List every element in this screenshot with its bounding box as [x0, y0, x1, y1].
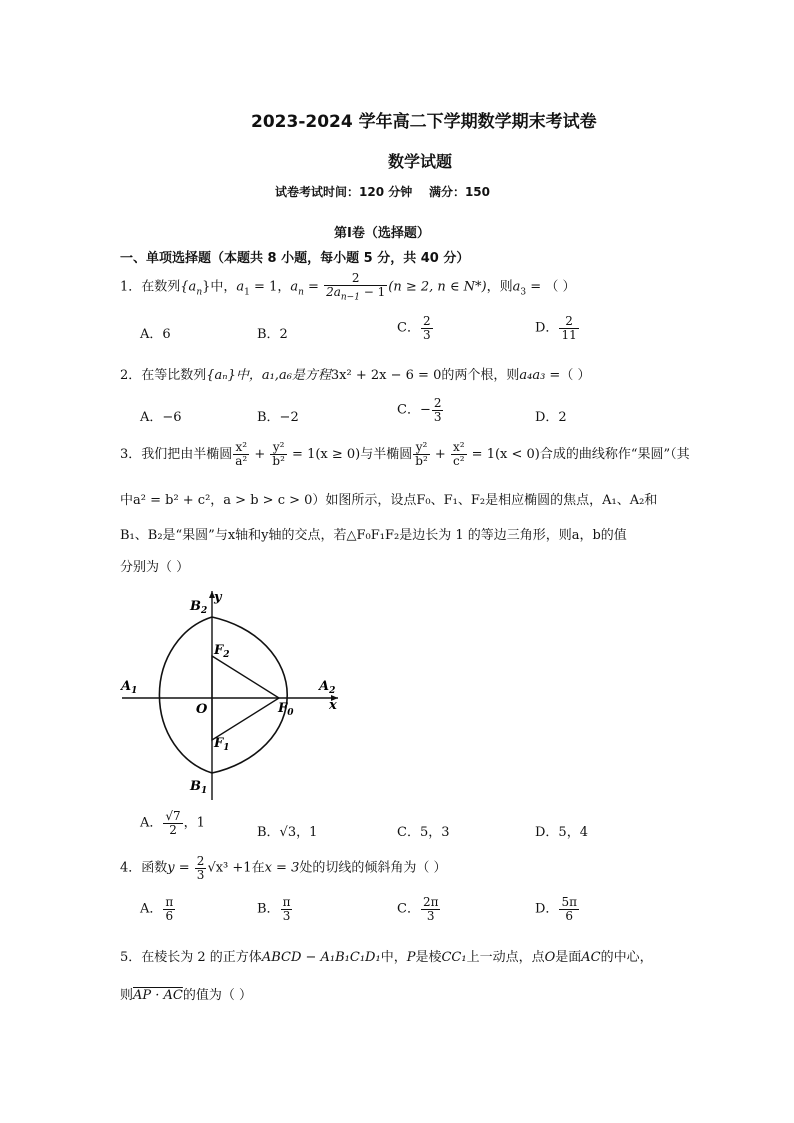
q1-lead: 1．在数列: [120, 279, 181, 295]
label-b2: $B_2$: [190, 599, 208, 616]
q2-option-c-num: 2: [433, 396, 442, 410]
part-heading: 第Ⅰ卷（选择题）: [334, 226, 430, 241]
q3-f4-den: c²: [452, 454, 465, 468]
q4-text-f: x = 3: [264, 860, 300, 876]
q4-option-d-den: 6: [565, 908, 574, 923]
q4-option-b[interactable]: [257, 896, 293, 922]
q1-frac-den-sub: n−1: [340, 291, 360, 302]
question-5-line-1: [120, 946, 653, 965]
question-4: [120, 855, 446, 881]
q5-l1-h: O: [544, 950, 556, 965]
q1-option-d-num: 2: [559, 315, 578, 329]
q1-fraction: [324, 272, 387, 302]
q1-option-c-label: C．: [397, 320, 420, 336]
q2-text-g: =（ ）: [545, 368, 591, 383]
q1-option-a[interactable]: A．6: [140, 327, 171, 342]
q3-option-d[interactable]: D．5，4: [535, 825, 588, 840]
q4-option-a-label: A．: [140, 901, 163, 917]
q4-text-g: 处的切线的倾斜角为（ ）: [299, 860, 447, 876]
q3-plus-1: +: [250, 447, 270, 462]
q1-option-c[interactable]: [397, 315, 434, 341]
q3-l1-c: 与半椭圆: [360, 447, 413, 462]
q5-l1-c: 中，: [380, 950, 407, 965]
label-f1: $F_1$: [214, 736, 230, 753]
q2-text-f: a₄a₃: [519, 368, 546, 383]
q4-option-b-den: 3: [282, 908, 291, 923]
q2-option-c[interactable]: [397, 397, 444, 423]
q3-plus-2: +: [430, 447, 450, 462]
q3-l1-b: = 1(x ≥ 0): [287, 447, 361, 462]
question-1: [120, 272, 575, 307]
q1-t1: 中，: [210, 279, 237, 295]
q5-l1-i: 是面: [555, 950, 582, 965]
q3-l1-a: 3．我们把由半椭圆: [120, 447, 233, 462]
q1-option-c-den: 3: [422, 327, 431, 342]
q5-l2-c: 的值为（ ）: [182, 988, 253, 1003]
q4-option-a[interactable]: [140, 896, 176, 922]
q4-option-a-num: π: [165, 895, 174, 909]
q5-l2-b: AP · AC: [133, 988, 183, 1003]
q1-a1-eq: = 1，: [249, 279, 291, 295]
q4-text-d: +1: [228, 860, 252, 876]
q1-frac-den-a: 2a: [326, 284, 341, 299]
q2-option-c-label: C．−: [397, 402, 431, 418]
q4-text-c: √x³: [207, 860, 229, 876]
q5-l1-k: 的中心，: [600, 950, 653, 965]
label-f0: $F_0$: [278, 701, 294, 718]
q5-l1-g: 上一动点，点: [466, 950, 545, 965]
q5-l2-a: 则: [120, 988, 134, 1003]
paper-title: 2023-2024 学年高二下学期数学期末考试卷: [251, 112, 597, 132]
q5-l1-f: CC₁: [441, 950, 467, 965]
q4-text-b: y =: [167, 860, 194, 876]
q4-text-e: 在: [251, 860, 265, 876]
q1-option-c-num: 2: [422, 314, 431, 328]
question-3-line-2: 中a² = b² + c²，a > b > c > 0）如图所示，设点F₀、F₁、F₂是相应椭圆的焦点，A₁、A₂和: [120, 493, 658, 508]
q3-option-c[interactable]: C．5，3: [397, 825, 450, 840]
q4-option-d-label: D．: [535, 901, 559, 917]
q1-seq-end: }: [202, 279, 211, 295]
q3-f1-num: x²: [233, 441, 249, 455]
q4-frac-num: 2: [196, 854, 205, 868]
question-3-line-4: 分别为（ ）: [120, 560, 190, 575]
q3-l1-e: 合成的曲线称作“果圆”（其: [539, 447, 690, 462]
q2-option-a[interactable]: A．−6: [140, 410, 182, 425]
q4-option-a-den: 6: [165, 908, 174, 923]
label-a2: $A_2$: [319, 679, 336, 696]
q3-option-a-den: 2: [169, 822, 177, 837]
label-y: y: [214, 590, 222, 605]
label-b1: $B_1$: [190, 779, 208, 796]
question-3-line-3: B₁、B₂是“果圆”与x轴和y轴的交点，若△F₀F₁F₂是边长为 1 的等边三角形，则a，b的值: [120, 528, 627, 543]
q1-seq: {a: [180, 279, 197, 295]
q1-option-d[interactable]: [535, 315, 580, 341]
q3-l1-d: = 1(x < 0): [467, 447, 540, 462]
question-2: [120, 364, 590, 383]
q4-frac-den: 3: [196, 867, 205, 882]
q3-f1-den: a²: [235, 454, 248, 468]
q1-an-sub: n: [298, 287, 304, 298]
q1-a1-sub: 1: [244, 287, 250, 298]
q1-an: a: [290, 279, 299, 295]
q1-frac-den-b: − 1: [359, 284, 386, 299]
q1-an-eq: =: [303, 279, 324, 295]
q2-text-c: a₁,a₆是方程: [261, 368, 331, 383]
q1-seq-sub: n: [196, 287, 203, 298]
q3-option-a-num: √7: [165, 809, 181, 823]
q2-option-c-den: 3: [433, 409, 442, 424]
q5-l1-a: 5．在棱长为 2 的正方体: [120, 950, 262, 965]
q3-option-b[interactable]: B．√3，1: [257, 825, 318, 840]
q3-option-a-tail: ，1: [183, 815, 205, 831]
q5-l1-e: 是棱: [415, 950, 442, 965]
q1-a3-sub: 3: [520, 287, 527, 298]
question-5-line-2: [120, 984, 252, 1003]
q4-option-c-label: C．: [397, 901, 420, 917]
q1-tail: = （ ）: [526, 279, 576, 295]
q1-frac-num: 2: [324, 272, 387, 286]
exam-meta: 试卷考试时间：120 分钟 满分：150: [275, 185, 490, 199]
q4-option-c-num: 2π: [422, 895, 439, 909]
question-3-line-1: [120, 440, 690, 470]
q1-cond: (n ≥ 2, n ∈ N*): [388, 279, 487, 295]
fruit-circle-figure: [115, 585, 355, 805]
q5-l1-j: AC: [581, 950, 601, 965]
q1-a1: a: [236, 279, 245, 295]
q2-text-e: 的两个根，则: [441, 368, 520, 383]
q3-f3-num: y²: [413, 441, 430, 455]
q4-text-a: 4．函数: [120, 860, 168, 876]
q3-f4-num: x²: [452, 440, 465, 455]
q1-t2: ，则: [486, 279, 513, 295]
q2-text-a: 2．在等比数列: [120, 368, 207, 383]
q4-option-b-num: π: [282, 895, 291, 909]
label-o: O: [196, 702, 208, 717]
q2-text-b: {aₙ}中，: [206, 368, 262, 383]
q5-l1-d: P: [406, 950, 416, 965]
q3-option-a-label: A．: [140, 815, 163, 831]
q1-a3: a: [512, 279, 521, 295]
q4-option-d[interactable]: [535, 896, 580, 922]
label-x: x: [329, 698, 337, 713]
q1-option-d-label: D．: [535, 320, 559, 336]
q1-option-d-den: 11: [561, 327, 577, 342]
q4-option-b-label: B．: [257, 901, 280, 917]
q2-option-d[interactable]: D．2: [535, 410, 567, 425]
q1-option-b[interactable]: B．2: [257, 327, 288, 342]
q4-option-c-den: 3: [426, 908, 435, 923]
q3-f3-den: b²: [415, 454, 428, 468]
q3-option-a[interactable]: [140, 810, 205, 836]
label-a1: $A_1$: [121, 679, 138, 696]
section-heading: 一、单项选择题（本题共 8 小题，每小题 5 分，共 40 分）: [120, 251, 470, 266]
q2-text-d: 3x² + 2x − 6 = 0: [330, 368, 442, 383]
paper-subtitle: 数学试题: [388, 152, 453, 171]
label-f2: $F_2$: [214, 643, 230, 660]
q3-f2-den: b²: [272, 454, 285, 468]
q3-f2-num: y²: [270, 441, 287, 455]
q2-option-b[interactable]: B．−2: [257, 410, 299, 425]
q4-option-c[interactable]: [397, 896, 441, 922]
q4-option-d-num: 5π: [561, 895, 577, 909]
q5-l1-b: ABCD − A₁B₁C₁D₁: [261, 950, 381, 965]
